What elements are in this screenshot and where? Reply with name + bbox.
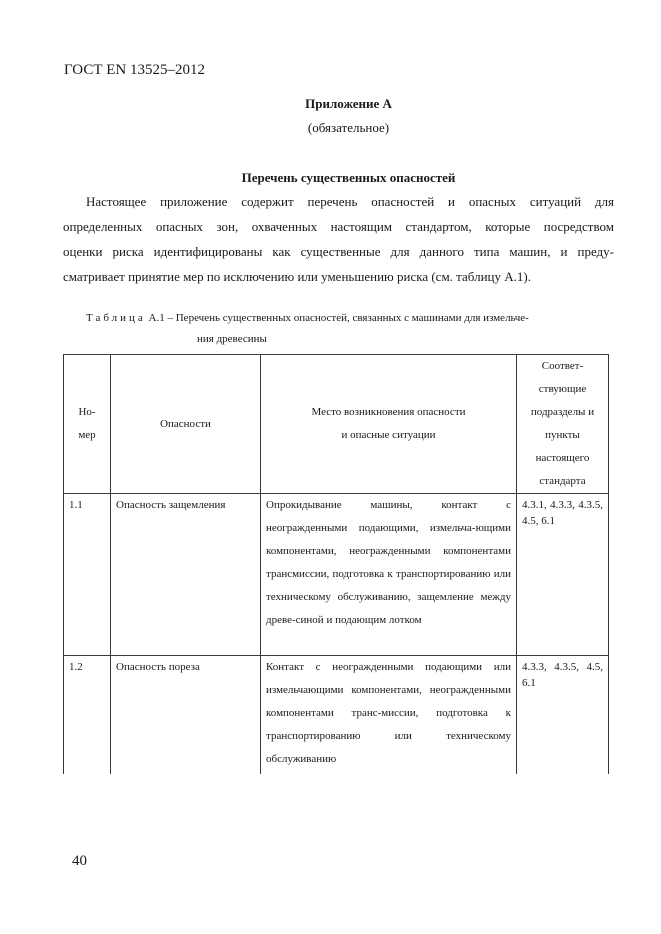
document-code: ГОСТ EN 13525–2012	[64, 62, 205, 78]
row-number: 1.2	[64, 656, 111, 775]
table-caption-continuation: ния древесины	[197, 333, 267, 345]
row-clauses: 4.3.1, 4.3.3, 4.3.5, 4.5, 6.1	[517, 494, 609, 656]
table-header-row	[64, 355, 609, 494]
table-caption	[86, 312, 614, 324]
page-number: 40	[72, 853, 87, 869]
header-location: Место возникновения опасности и опасные ситуации	[261, 355, 517, 494]
paragraph-line: оценки риска идентифицированы как существенные для данного типа машин, и преду-	[63, 244, 614, 259]
row-clauses: 4.3.3, 4.3.5, 4.5, 6.1	[517, 656, 609, 775]
table-row	[64, 656, 609, 775]
paragraph-line: Настоящее приложение содержит перечень опасностей и опасных ситуаций для	[86, 194, 614, 209]
row-hazard: Опасность защемления	[111, 494, 261, 656]
table-caption-text: А.1 – Перечень существенных опасностей, связанных с машинами для измельче-	[145, 312, 529, 324]
annex-title: Приложение А	[305, 96, 392, 111]
table-caption-label: Таблица	[86, 312, 146, 324]
row-location: Контакт с неогражденными подающими или измельчающими компонентами, неогражденными компонентами транс-миссии, подготовка к транспортированию или техническому обслуживанию	[261, 656, 517, 775]
row-number: 1.1	[64, 494, 111, 656]
row-hazard: Опасность пореза	[111, 656, 261, 775]
section-title: Перечень существенных опасностей	[241, 170, 456, 185]
header-number: Но- мер	[64, 355, 111, 494]
hazards-table	[63, 354, 609, 774]
paragraph-line: сматривает принятие мер по исключению или уменьшению риска (см. таблицу А.1).	[63, 269, 531, 284]
annex-status: (обязательное)	[307, 120, 390, 135]
table-row	[64, 494, 609, 656]
row-location: Опрокидывание машины, контакт с неогражденными подающими, измельча-ющими компонентами, неогражденными компонентами трансмиссии, подготовка к транспортированию или техническому обслуживанию, защемление между древе-синой и подающим лотком	[261, 494, 517, 656]
paragraph-line: определенных опасных зон, охваченных настоящим стандартом, которые посредством	[63, 219, 614, 234]
header-clauses: Соответ- ствующие подразделы и пункты настоящего стандарта	[517, 355, 609, 494]
header-hazards: Опасности	[111, 355, 261, 494]
